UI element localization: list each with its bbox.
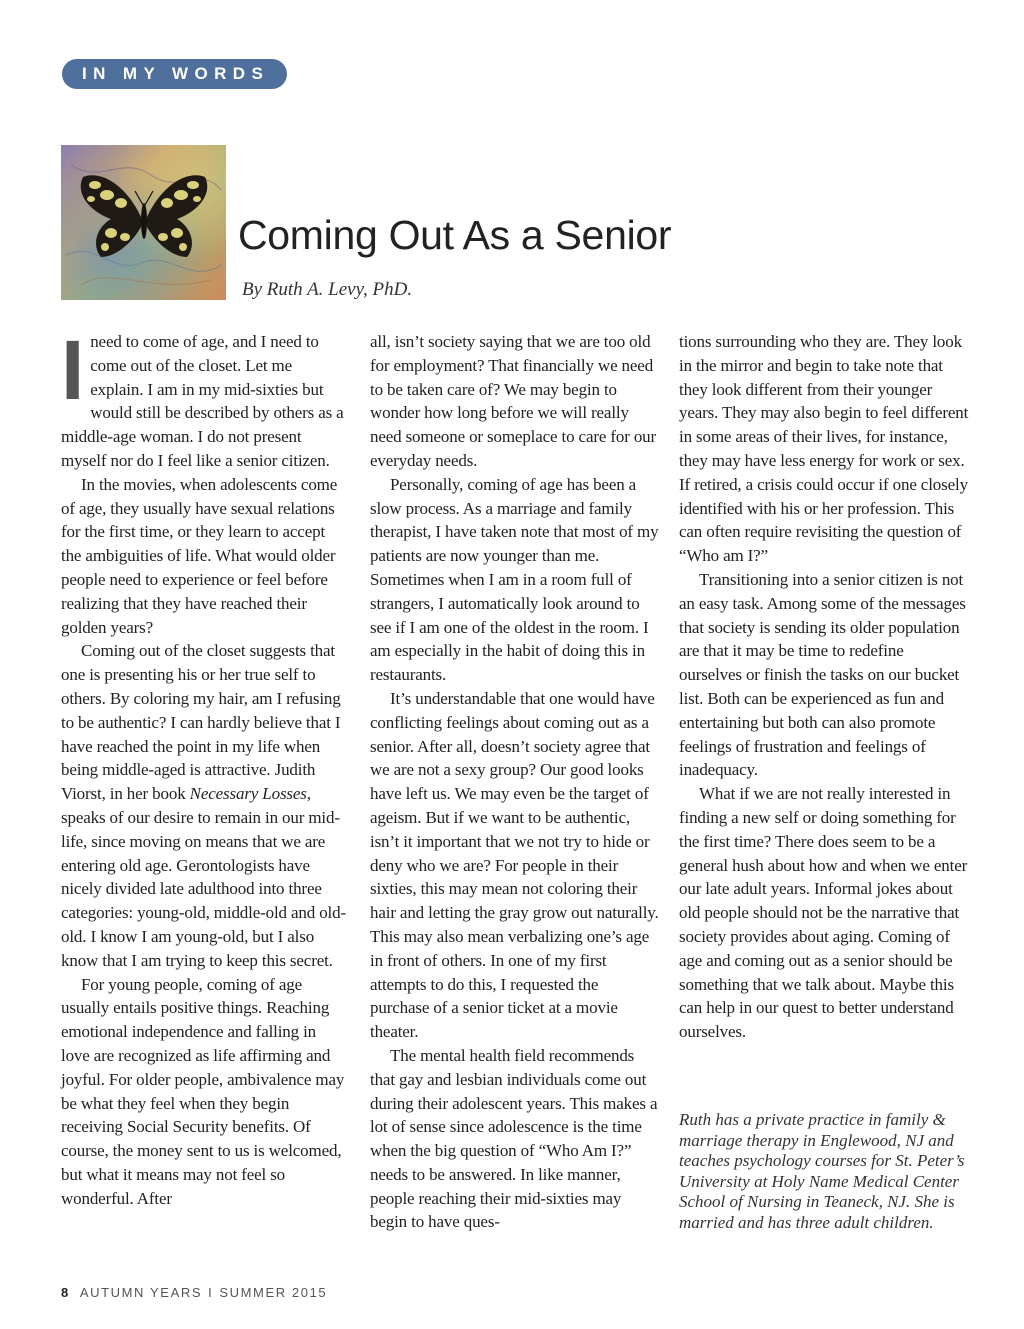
paragraph: Coming out of the closet suggests that one is presenting his or her true self to others. By coloring my hair, am I refusing to be authentic? I can hardly believe that I have reached the point in my life when being middle-aged is attractive. Judith Viorst, in her book Necessary Losses, speaks of our desire to remain in our mid-life, since moving on means that we are entering old age. Gerontologists have nicely divided late adulthood into three categories: young-old, middle-old and old-old. I know I am young-old, but I also know that I am trying to keep this secret. (61, 641, 346, 970)
paragraph: Personally, coming of age has been a slow process. As a marriage and family therapist, I have taken note that most of my patients are now younger than me. Sometimes when I am in a room full of strangers, I automatically look around to see if I am one of the oldest in the room. I am especially in the habit of doing this in restaurants. (370, 474, 659, 685)
paragraph: tions surrounding who they are. They look in the mirror and begin to take note that they look different from their younger years. They may also begin to feel different in some areas of their lives, for instance, they may have less energy for work or sex. If retired, a crisis could occur if one closely identified with his or her profession. This can often require revisiting the question of “Who am I?” (679, 332, 969, 566)
article-column-1 (61, 323, 348, 1210)
butterfly-image (61, 145, 226, 300)
paragraph: In the movies, when adolescents come of age, they usually have sexual relations for the first time, or they learn to accept the ambiguities of life. What would older people need to experience or feel before realizing that they have reached their golden years? (61, 474, 338, 637)
paragraph: The mental health field recommends that gay and lesbian individuals come out during their adolescent years. This makes a lot of sense since adolescence is the time when the big question of “Who Am I?” needs to be answered. In like manner, people reaching their mid-sixties may begin to have ques- (370, 1045, 658, 1232)
section-label: IN MY WORDS (62, 59, 287, 89)
article-byline: By Ruth A. Levy, PhD. (242, 279, 413, 300)
article-title: Coming Out As a Senior (238, 212, 672, 258)
paragraph: all, isn’t society saying that we are too old for employment? That financially we need to be taken care of? We may begin to wonder how long before we will really need someone or someplace to care for our everyday needs. (370, 332, 657, 470)
paragraph: Transitioning into a senior citizen is not an easy task. Among some of the messages that society is sending its older population are that it may be time to redefine ourselves or finish the tasks on our bucket list. Both can be experienced as fun and entertaining but both can also promote feelings of frustration and feelings of inadequacy. (679, 569, 966, 780)
author-bio: Ruth has a private practice in family & marriage therapy in Englewood, NJ and teaches psychology courses for St. Peter’s University at Holy Name Medical Center School of Nursing in Teaneck, NJ. She is married and has three adult children. (679, 1110, 965, 1232)
paragraph: What if we are not really interested in finding a new self or doing something for the first time? There does seem to be a general hush about how and when we enter our late adult years. Informal jokes about old people should not be the narrative that society provides about aging. Coming of age and coming out as a senior should be something that we talk about. Maybe this can help in our quest to better understand ourselves. (679, 784, 968, 1042)
page-footer (61, 1285, 327, 1300)
footer-separator: I (208, 1285, 214, 1300)
page-number: 8 (61, 1285, 70, 1300)
issue-date: SUMMER 2015 (219, 1285, 328, 1300)
paragraph: It’s understandable that one would have conflicting feelings about coming out as a senior. After all, doesn’t society agree that we are not a sexy group? Our good looks have left us. We may even be the target of ageism. But if we want to be authentic, isn’t it important that we not try to hide or deny who we are? For people in their sixties, this may mean not coloring their hair and letting the gray grow out naturally. This may also mean verbalizing one’s age in front of others. In one of my first attempts to do this, I requested the purchase of a senior ticket at a movie theater. (370, 688, 659, 1042)
book-title: Necessary Losses (189, 784, 307, 804)
paragraph: For young people, coming of age usually entails positive things. Reaching emotional independence and falling in love are recognized as life affirming and joyful. For older people, ambivalence may be what they feel when they begin receiving Social Security benefits. Of course, the money sent to us is welcomed, but what it means may not feel so wonderful. After (61, 974, 345, 1208)
article-column-3 (679, 330, 969, 1044)
drop-cap: I (61, 323, 85, 417)
paragraph: Ineed to come of age, and I need to come out of the closet. Let me explain. I am in my mid-sixties but would still be described by others as a middle-age woman. I do not present myself nor do I feel like a senior citizen. (61, 323, 344, 470)
article-column-2 (370, 330, 660, 1234)
publication-name: AUTUMN YEARS (79, 1285, 203, 1300)
